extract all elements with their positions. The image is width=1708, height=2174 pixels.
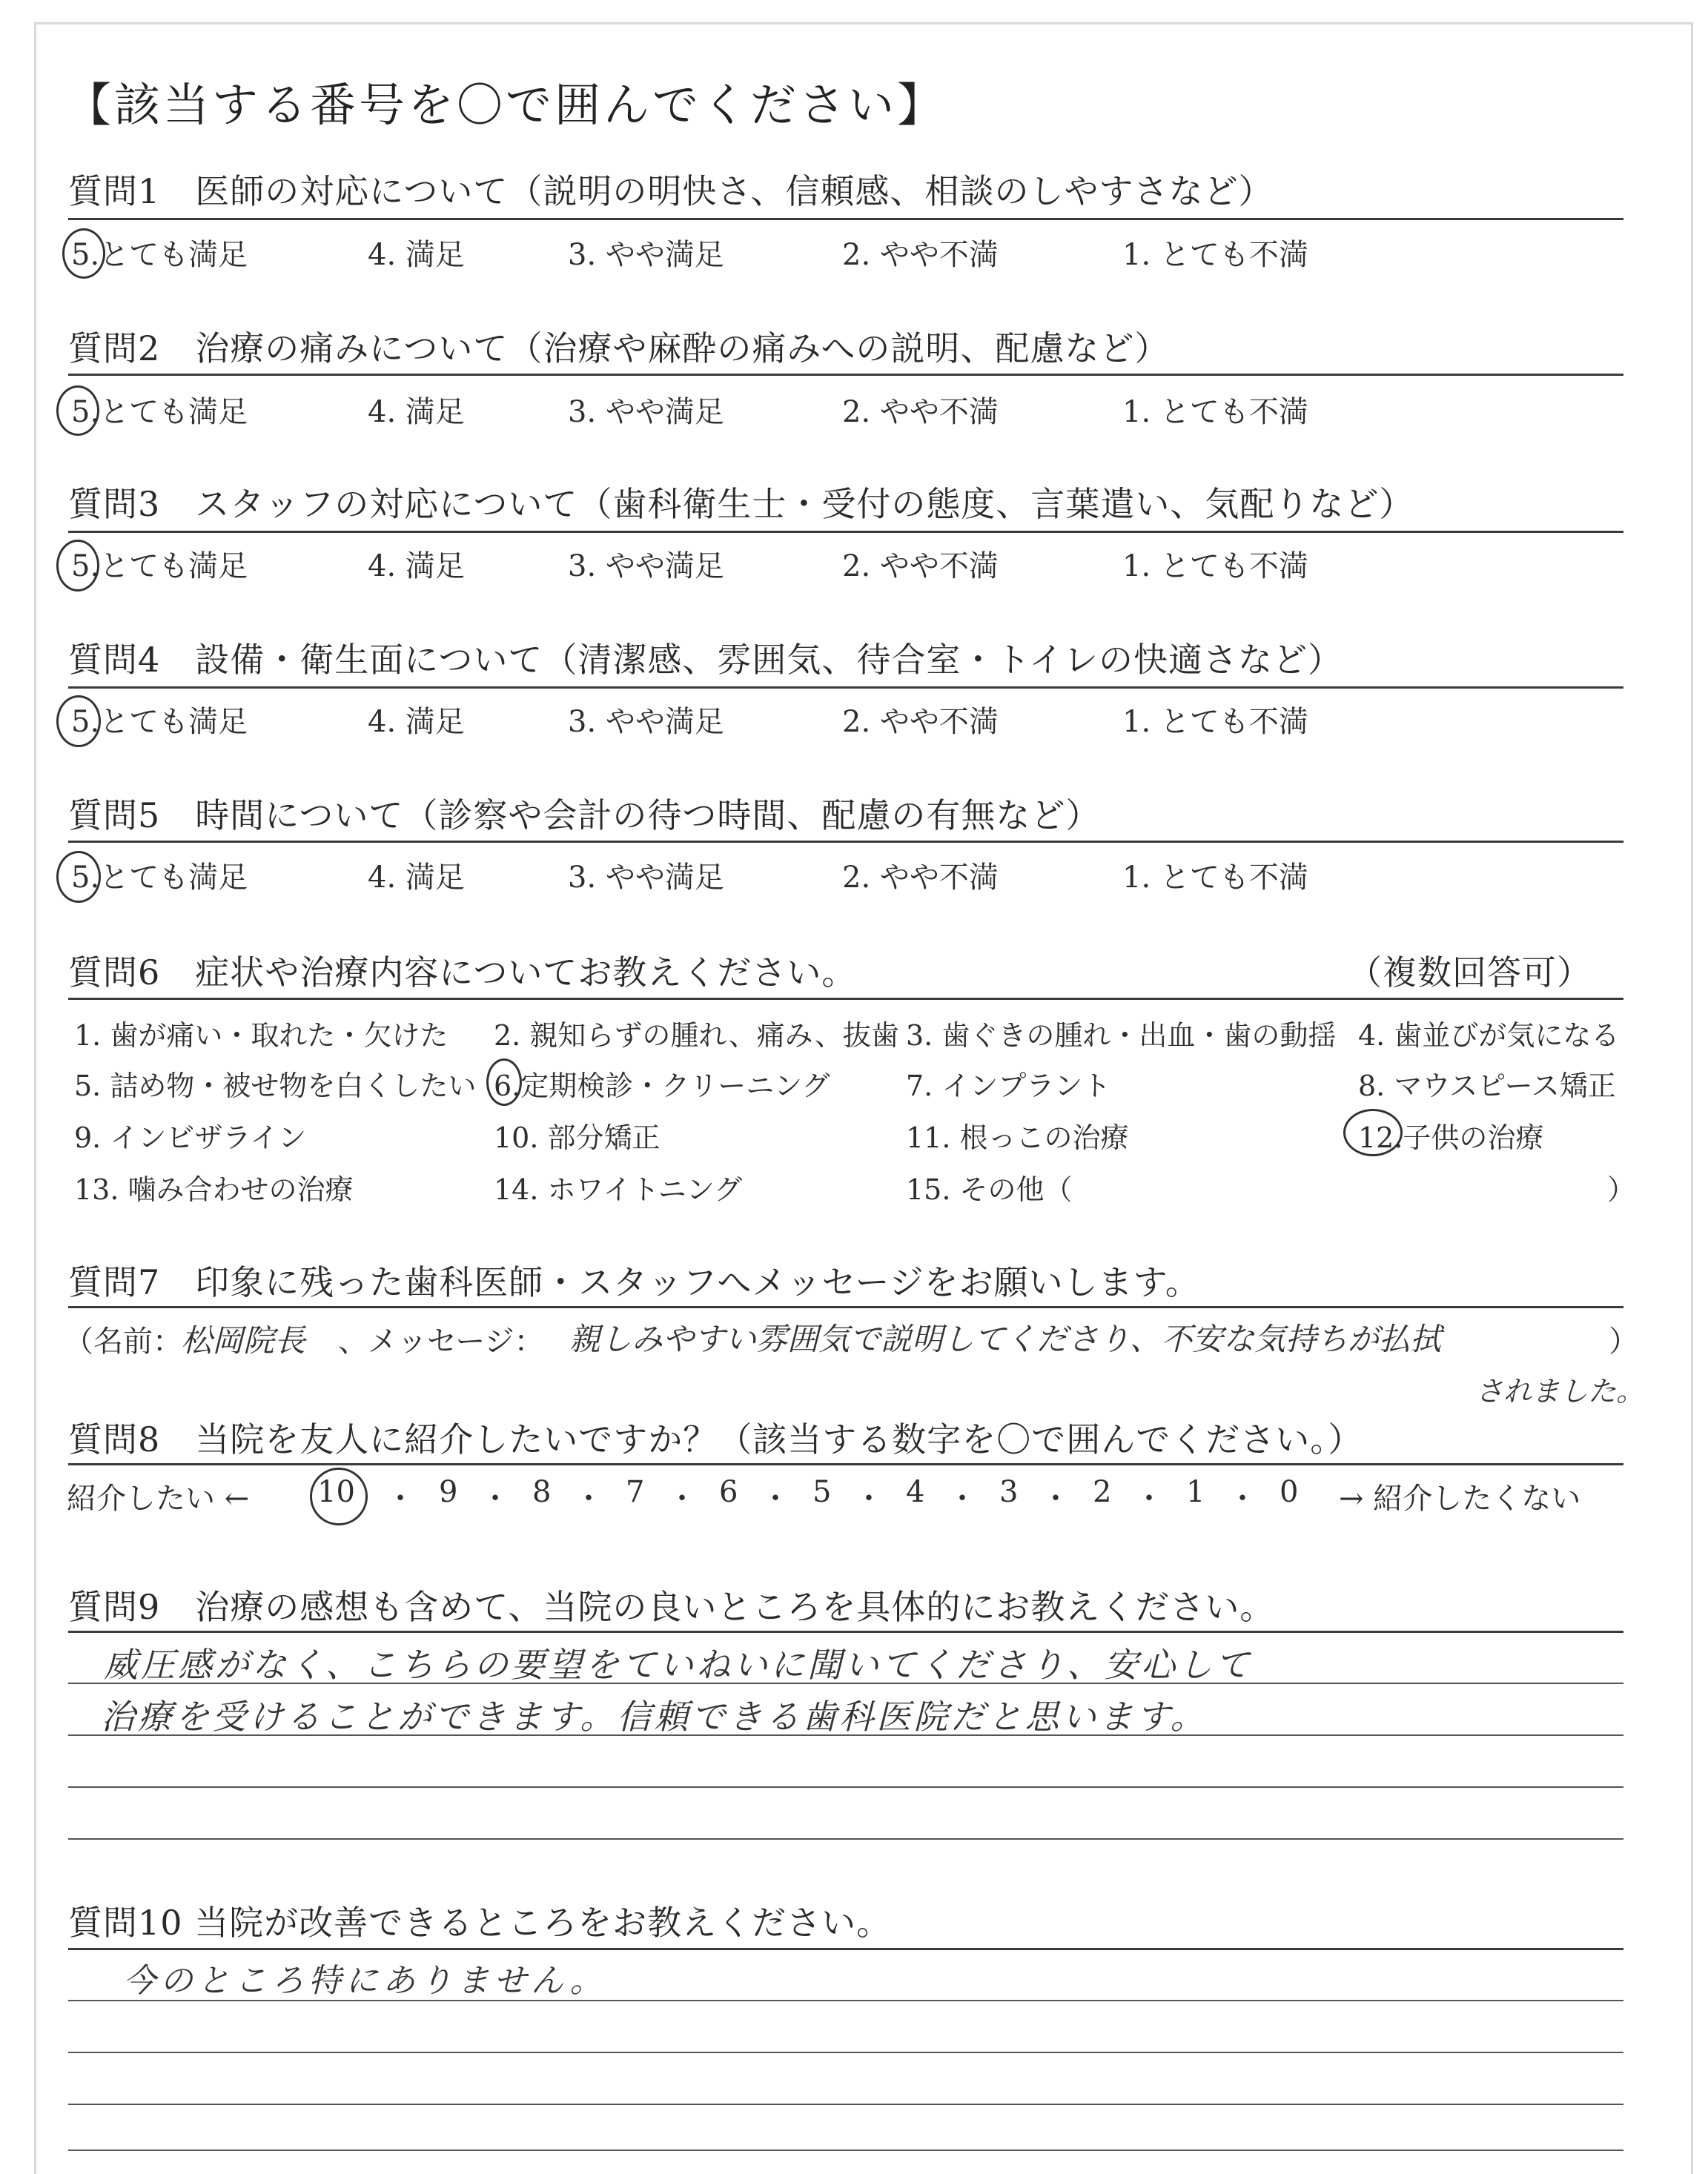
q6-item-15-close: ） xyxy=(1607,1173,1636,1206)
q8-sep: ・ xyxy=(761,1482,790,1516)
question-6-title: 質問6 症状や治療内容についてお教えください。 xyxy=(68,952,857,992)
question-1-title: 質問1 医師の対応について（説明の明快さ、信頼感、相談のしやすさなど） xyxy=(68,171,1274,211)
q7-message-close: ） xyxy=(1609,1325,1638,1359)
q9-answer-line-1[interactable]: 威圧感がなく、こちらの要望をていねいに聞いてくださり、安心して xyxy=(104,1645,1253,1685)
q8-value-4[interactable]: 4 xyxy=(906,1475,925,1509)
q8-sep: ・ xyxy=(385,1482,415,1516)
q8-value-3[interactable]: 3 xyxy=(999,1475,1019,1509)
q6-item-11[interactable]: 11. 根っこの治療 xyxy=(906,1121,1129,1154)
q6-item-7[interactable]: 7. インプラント xyxy=(906,1070,1111,1102)
q4-option-1[interactable]: 1. とても不満 xyxy=(1122,705,1308,739)
q8-value-2[interactable]: 2 xyxy=(1093,1475,1112,1509)
q7-message-line-1[interactable]: 親しみやすい雰囲気で説明してくださり、不安な気持ちが払拭 xyxy=(569,1321,1442,1357)
q1-option-2[interactable]: 2. やや不満 xyxy=(842,238,999,272)
q2-option-2[interactable]: 2. やや不満 xyxy=(842,395,999,429)
q9-answer-rule-2 xyxy=(68,1734,1623,1736)
q3-option-3[interactable]: 3. やや満足 xyxy=(568,549,724,583)
q10-answer-rule-1 xyxy=(68,2000,1623,2001)
q8-sep: ・ xyxy=(1041,1482,1070,1516)
q8-sep: ・ xyxy=(1228,1482,1257,1516)
q3-option-4[interactable]: 4. 満足 xyxy=(368,549,465,583)
q6-item-9[interactable]: 9. インビザライン xyxy=(74,1121,307,1154)
q9-answer-rule-4 xyxy=(68,1838,1623,1840)
q6-item-15[interactable]: 15. その他（ xyxy=(906,1173,1073,1206)
q7-name-label: （名前： xyxy=(64,1325,182,1359)
q4-option-3[interactable]: 3. やや満足 xyxy=(568,705,724,739)
q1-option-4[interactable]: 4. 満足 xyxy=(368,238,465,272)
q5-option-5[interactable]: 5.とても満足 xyxy=(71,861,248,895)
question-6-note: （複数回答可） xyxy=(1348,952,1592,992)
q8-value-1[interactable]: 1 xyxy=(1186,1475,1205,1509)
q4-option-4[interactable]: 4. 満足 xyxy=(368,705,465,739)
q8-sep: ・ xyxy=(574,1482,603,1516)
question-6-rule xyxy=(68,998,1623,1000)
question-8-rule xyxy=(68,1463,1623,1465)
q2-option-1[interactable]: 1. とても不満 xyxy=(1122,395,1308,429)
question-8-title: 質問8 当院を友人に紹介したいですか？（該当する数字を〇で囲んでください。） xyxy=(68,1419,1363,1459)
q8-left-label: 紹介したい ← xyxy=(67,1482,250,1516)
q8-value-7[interactable]: 7 xyxy=(626,1475,645,1509)
q1-option-5[interactable]: 5.とても満足 xyxy=(71,238,248,272)
question-10-rule xyxy=(68,1948,1623,1950)
question-1-rule xyxy=(68,218,1623,220)
q5-option-3[interactable]: 3. やや満足 xyxy=(568,861,724,895)
q8-sep: ・ xyxy=(480,1482,510,1516)
q6-item-13[interactable]: 13. 噛み合わせの治療 xyxy=(74,1173,354,1206)
q8-value-6[interactable]: 6 xyxy=(719,1475,738,1509)
q10-answer-rule-2 xyxy=(68,2052,1623,2053)
q4-option-2[interactable]: 2. やや不満 xyxy=(842,705,999,739)
q8-sep: ・ xyxy=(854,1482,884,1516)
q8-sep: ・ xyxy=(947,1482,977,1516)
q7-message-label: 、メッセージ： xyxy=(338,1325,544,1359)
question-4-title: 質問4 設備・衛生面について（清潔感、雰囲気、待合室・トイレの快適さなど） xyxy=(68,640,1343,680)
q4-option-5[interactable]: 5.とても満足 xyxy=(71,705,248,739)
q2-option-5[interactable]: 5.とても満足 xyxy=(71,395,248,429)
q7-name-value[interactable]: 松岡院長 xyxy=(181,1322,306,1359)
question-3-rule xyxy=(68,531,1623,533)
q8-value-5[interactable]: 5 xyxy=(812,1475,832,1509)
q8-sep: ・ xyxy=(667,1482,697,1516)
q6-item-4[interactable]: 4. 歯並びが気になる xyxy=(1358,1019,1620,1052)
question-5-rule xyxy=(68,841,1623,843)
question-9-rule xyxy=(68,1631,1623,1633)
q6-item-10[interactable]: 10. 部分矯正 xyxy=(494,1121,661,1154)
q2-option-3[interactable]: 3. やや満足 xyxy=(568,395,724,429)
q8-value-9[interactable]: 9 xyxy=(439,1475,458,1509)
q5-option-1[interactable]: 1. とても不満 xyxy=(1122,861,1308,895)
q10-answer-line-1[interactable]: 今のところ特にありません。 xyxy=(123,1962,607,2000)
q6-item-1[interactable]: 1. 歯が痛い・取れた・欠けた xyxy=(74,1019,448,1052)
q8-value-0[interactable]: 0 xyxy=(1280,1475,1299,1509)
q8-sep: ・ xyxy=(1134,1482,1164,1516)
q9-answer-rule-3 xyxy=(68,1786,1623,1788)
q1-option-3[interactable]: 3. やや満足 xyxy=(568,238,724,272)
q3-option-5[interactable]: 5.とても満足 xyxy=(71,549,248,583)
q3-option-2[interactable]: 2. やや不満 xyxy=(842,549,999,583)
q6-item-3[interactable]: 3. 歯ぐきの腫れ・出血・歯の動揺 xyxy=(906,1019,1337,1052)
q6-item-6[interactable]: 6.定期検診・クリーニング xyxy=(494,1070,830,1102)
q6-item-8[interactable]: 8. マウスピース矯正 xyxy=(1358,1070,1616,1102)
q10-answer-rule-3 xyxy=(68,2104,1623,2105)
q6-item-12[interactable]: 12.子供の治療 xyxy=(1358,1121,1544,1154)
question-7-rule xyxy=(68,1306,1623,1308)
q7-message-line-2[interactable]: されました。 xyxy=(1475,1375,1645,1408)
q8-right-label: → 紹介したくない xyxy=(1339,1482,1581,1516)
q9-answer-line-2[interactable]: 治療を受けることができます。信頼できる歯科医院だと思います。 xyxy=(101,1697,1208,1737)
question-7-title: 質問7 印象に残った歯科医師・スタッフへメッセージをお願いします。 xyxy=(68,1262,1200,1302)
question-10-title: 質問10 当院が改善できるところをお教えください。 xyxy=(68,1903,892,1943)
q6-item-14[interactable]: 14. ホワイトニング xyxy=(494,1173,743,1206)
question-9-title: 質問9 治療の感想も含めて、当院の良いところを具体的にお教えください。 xyxy=(68,1587,1275,1627)
q3-option-1[interactable]: 1. とても不満 xyxy=(1122,549,1308,583)
question-4-rule xyxy=(68,686,1623,689)
question-2-title: 質問2 治療の痛みについて（治療や麻酔の痛みへの説明、配慮など） xyxy=(68,328,1170,368)
question-5-title: 質問5 時間について（診察や会計の待つ時間、配慮の有無など） xyxy=(68,795,1101,835)
q9-answer-rule-1 xyxy=(68,1683,1623,1684)
question-3-title: 質問3 スタッフの対応について（歯科衛生士・受付の態度、言葉遣い、気配りなど） xyxy=(68,484,1414,524)
q1-option-1[interactable]: 1. とても不満 xyxy=(1122,238,1308,272)
q5-option-4[interactable]: 4. 満足 xyxy=(368,861,465,895)
q10-answer-rule-4 xyxy=(68,2150,1623,2151)
q8-value-10[interactable]: 10 xyxy=(317,1475,355,1509)
form-heading: 【該当する番号を〇で囲んでください】 xyxy=(65,78,947,132)
q8-value-8[interactable]: 8 xyxy=(532,1475,552,1509)
q2-option-4[interactable]: 4. 満足 xyxy=(368,395,465,429)
question-2-rule xyxy=(68,374,1623,376)
q6-item-5[interactable]: 5. 詰め物・被せ物を白くしたい xyxy=(74,1070,477,1102)
q6-item-2[interactable]: 2. 親知らずの腫れ、痛み、抜歯 xyxy=(494,1019,899,1052)
q5-option-2[interactable]: 2. やや不満 xyxy=(842,861,999,895)
